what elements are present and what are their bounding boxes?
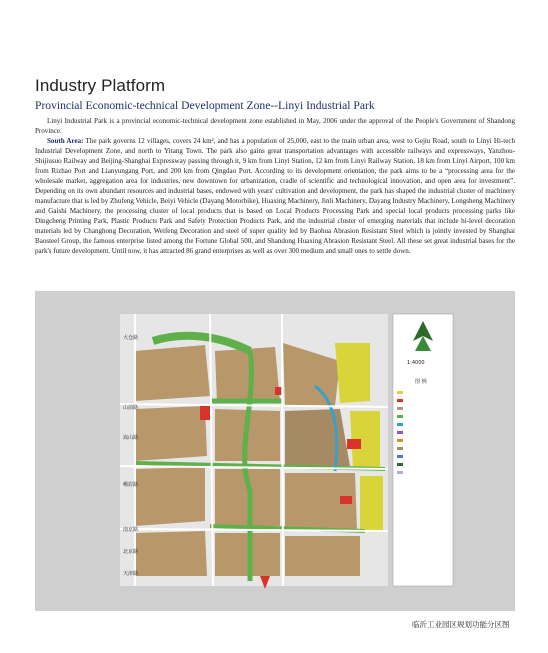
road-label: 嵩山路 [123,435,139,441]
public-facility-block [340,496,352,504]
road-label: 北京路 [123,549,139,555]
map-scale: 1:4000 [407,360,425,366]
industrial-block [135,467,205,526]
legend-swatch [397,455,403,458]
road-label: 峨眉路 [123,482,139,488]
map-caption: 临沂工业园区规划功能分区图 [412,620,510,629]
legend-swatch [397,399,403,402]
paragraph-intro [35,116,515,136]
public-facility-block [347,439,361,449]
road-label: 山前路 [123,405,139,411]
planning-map-frame [35,291,515,611]
legend-swatch [397,407,403,410]
legend-swatch [397,431,403,434]
legend-swatch [397,423,403,426]
public-facility-block [200,404,210,420]
residential-block [335,343,370,403]
paragraph-lead: South Area: [47,137,84,145]
industrial-block [135,345,210,401]
residential-block [360,476,383,531]
paragraph-text: The park governs 12 villages, covers 24 km², and has a population of 25,000, east to the main urban area, west to Gejiu Road, south to Linyi Hi-tech Industrial Development Zone, and north to Yitang Town. The park also gains great transportation advantages with accessible railways and expressways, Yanzhou-Shijiusuo Railway and Beijing-Shanghai Expressway passing through it, 9 km from Linyi Station, 12 km from Linyi Railway Station, 18 km from Linyi Airport, 100 km from Rizhao Port and Lianyungang Port, and 200 km from Qingdao Port. According to its development orientation, the park aims to be a “processing area for the wholesale market, aggregation area for industries, new downtown for urbanization, cradle of scientific and technological innovation, and open area for investment”. Depending on its own abundant resources and industrial bases, endowed with years' cultivation and development, the park has shaped the industrial cluster of machinery manufacture that is led by Zhufeng Vehicle, Beiyi Vehicle (Dayang Motorbike), Huaxing Machinery, Jinli Machinery, Dayang Industry Machinery, Longsheng Machinery and Gaishi Machinery, the processing cluster of local products that is based on Local Products Processing Park and special local products processing parks like Dingcheng Printing Park, Plastic Products Park and Safety Protection Products Park, and the industrial cluster of emerging materials that include hi-level decoration materials led by Changhong Decoration, Weifeng Decoration and steel of super quality led by Baohua Abrasion Resistant Steel which is jointly invested by Shanghai Baosteel Group, the famous enterprise listed among the Fortune Global 500, and Shandong Huaxing Abrasion Resistant Steel. All these set great industrial bases for the park's future development. Until now, it has attracted 86 grand enterprises as well as over 300 medium and small ones to settle down. [35,137,515,255]
page-heading: Industry Platform [35,76,166,95]
legend-swatch [397,415,403,418]
road [282,314,283,586]
legend-swatch [397,391,403,394]
road-label: 南京路 [123,527,139,533]
legend-swatch [397,463,403,466]
legend-title: 图 例 [415,379,427,385]
industrial-block [285,536,360,576]
paragraph-south-area [35,136,515,256]
paragraph-text: Linyi Industrial Park is a provincial economic-technical development zone established in May, 2006 under the approval of the People's Government of Shandong Province. [35,117,515,135]
legend-swatch [397,439,403,442]
page-subheading: Provincial Economic-technical Development Zone--Linyi Industrial Park [35,99,375,112]
industrial-block [285,409,350,466]
industrial-block [215,347,280,403]
body-text [35,116,515,256]
industrial-block [135,406,207,461]
industrial-block [135,531,207,576]
planning-map [35,291,515,611]
legend-swatch [397,447,403,450]
legend-swatch [397,471,403,474]
road-label: 天津路 [123,571,139,577]
road-label: 大仓路 [123,335,139,341]
